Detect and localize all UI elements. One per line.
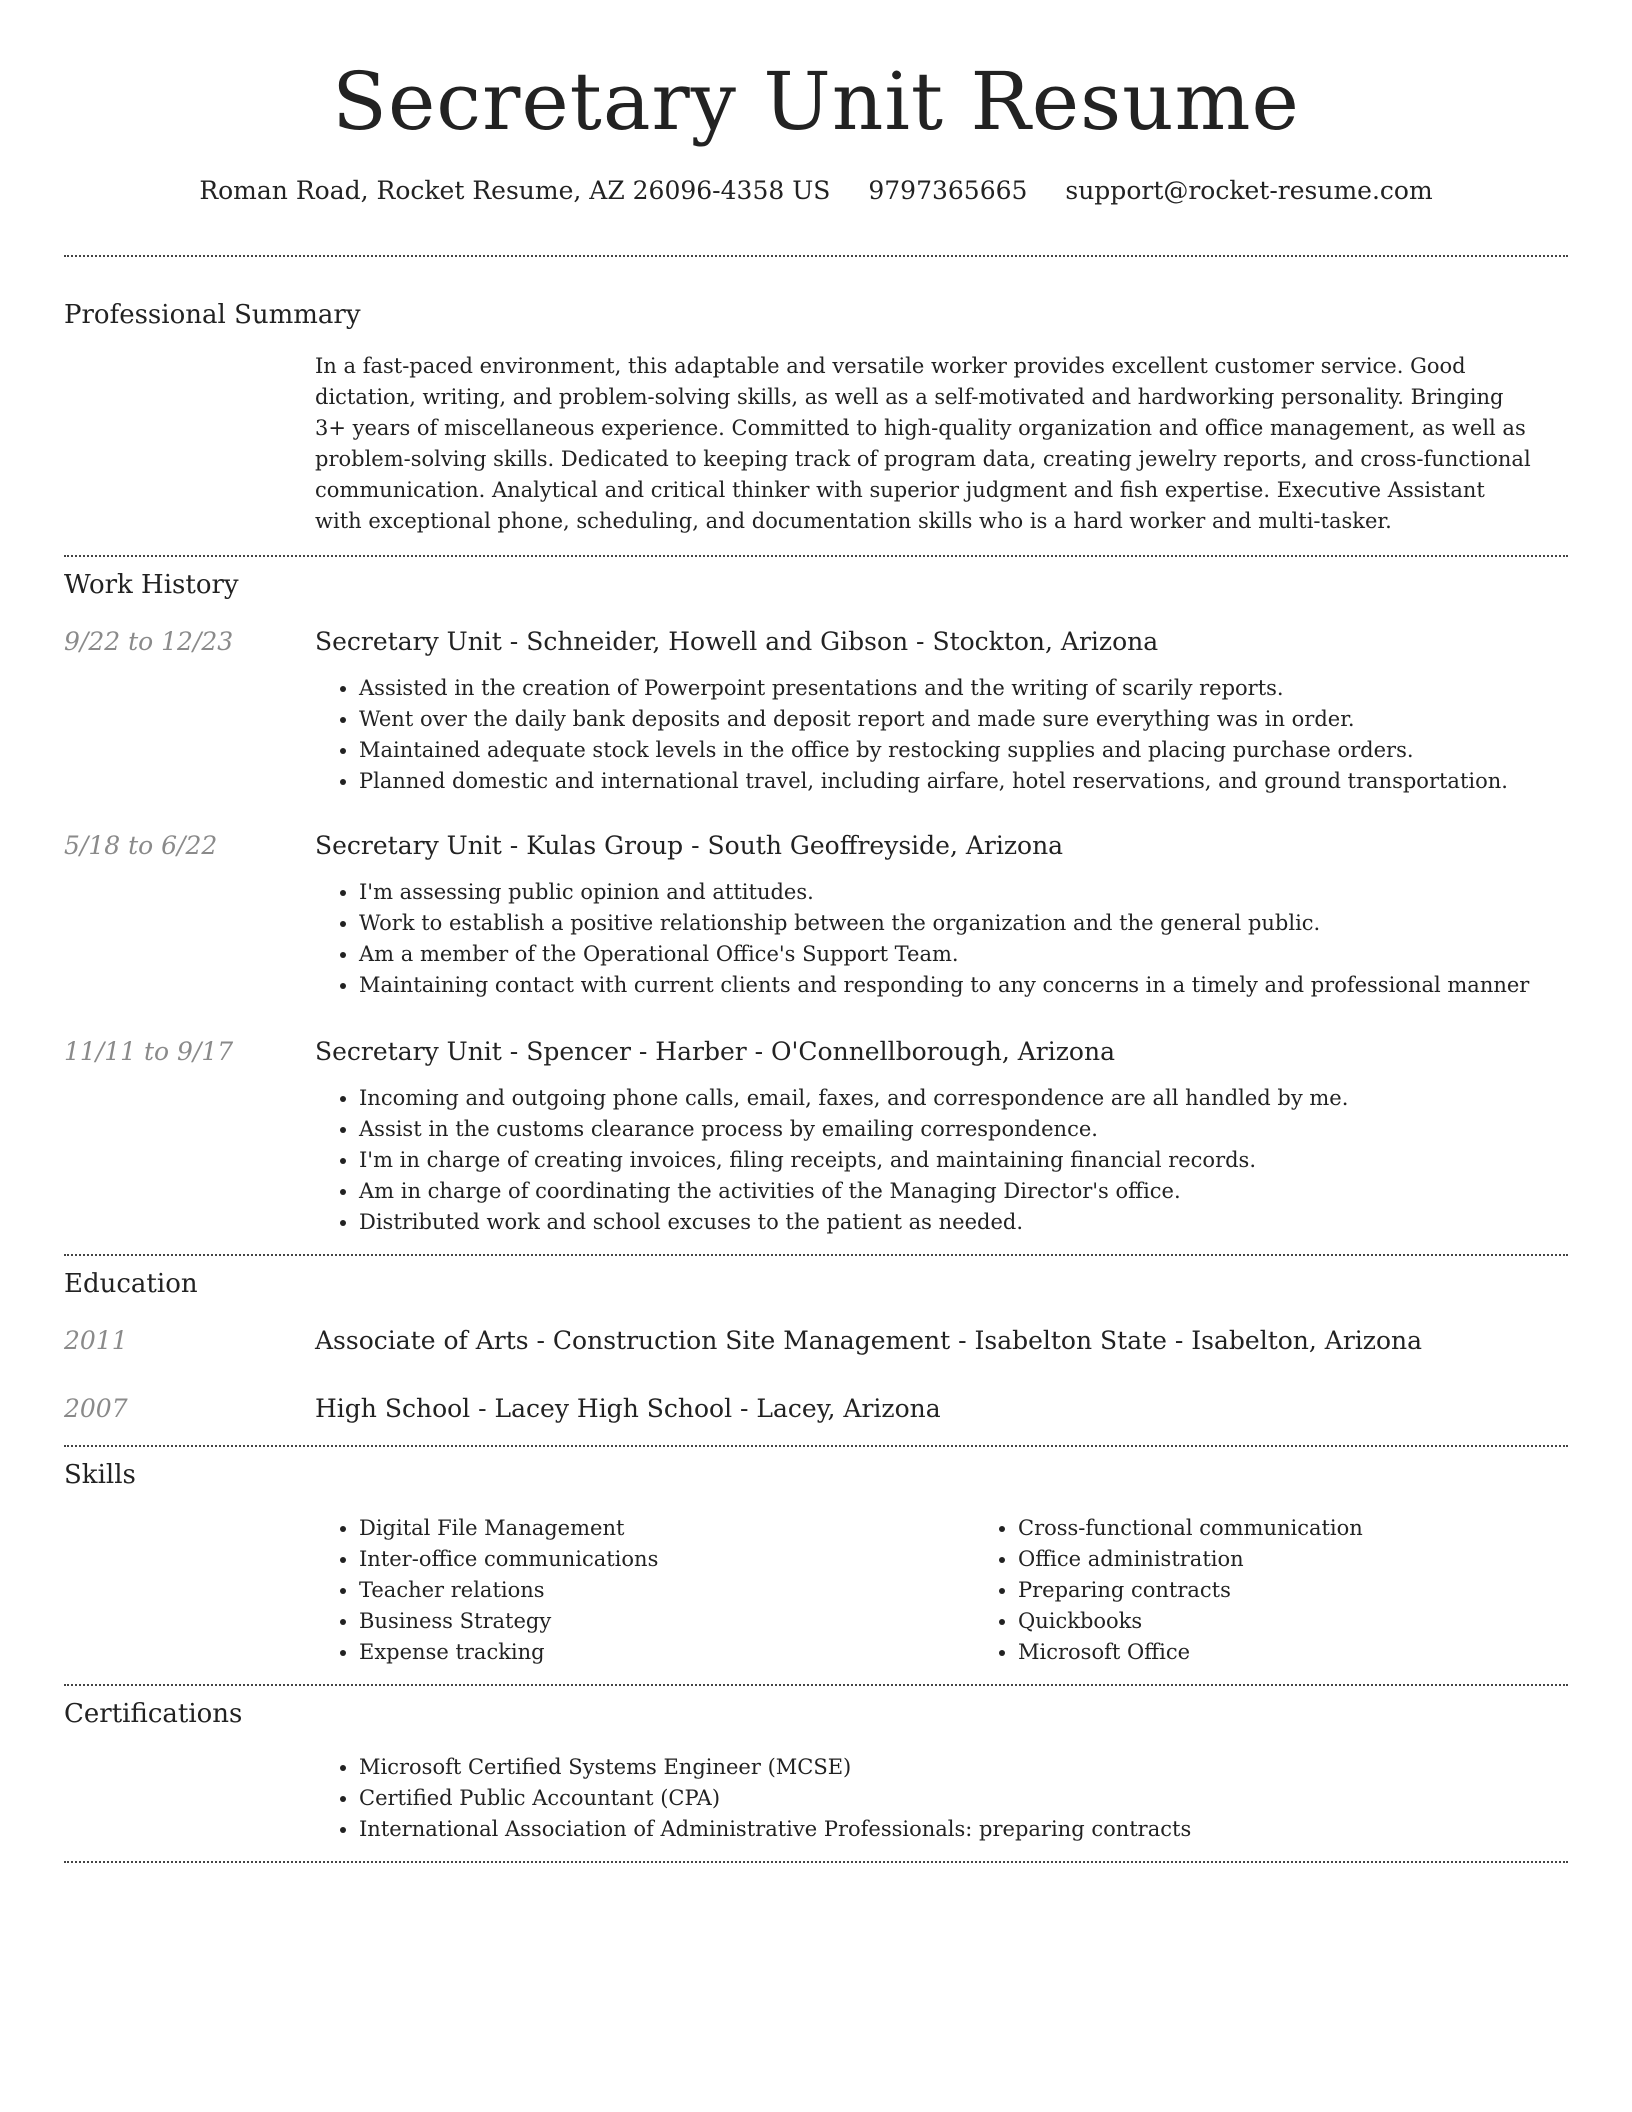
skills-grid	[315, 1513, 1632, 1668]
resume-title: Secretary Unit Resume	[332, 55, 1300, 148]
list-item: • Work to establish a positive relationship between the organization and the general public.	[359, 908, 1568, 939]
section-title-summary: Professional Summary	[64, 300, 361, 330]
list-item: • I'm assessing public opinion and attitudes.	[359, 877, 1568, 908]
section-title-certifications: Certifications	[64, 1699, 243, 1729]
list-item: • Expense tracking	[359, 1637, 974, 1668]
job-bullets	[315, 1083, 1568, 1238]
education-entry	[64, 1392, 1568, 1426]
summary-row	[64, 351, 1568, 537]
list-item: • Assist in the customs clearance process by emailing correspondence.	[359, 1114, 1568, 1145]
job-heading: Secretary Unit - Spencer - Harber - O'Connellborough, Arizona	[315, 1037, 1115, 1066]
list-item: • Distributed work and school excuses to the patient as needed.	[359, 1207, 1568, 1238]
job-dates: 5/18 to 6/22	[64, 831, 218, 860]
list-item: • Teacher relations	[359, 1575, 974, 1606]
list-item: • Office administration	[1018, 1544, 1632, 1575]
job-dates: 9/22 to 12/23	[64, 627, 234, 656]
job-heading: Secretary Unit - Schneider, Howell and Gibson - Stockton, Arizona	[315, 627, 1159, 656]
education-heading: High School - Lacey High School - Lacey, Arizona	[315, 1394, 941, 1423]
list-item: • International Association of Administrative Professionals: preparing contracts	[359, 1814, 1568, 1845]
list-item: • Microsoft Office	[1018, 1637, 1632, 1668]
divider	[64, 1684, 1568, 1686]
job-bullets	[315, 877, 1568, 1001]
certifications-list	[315, 1752, 1568, 1845]
list-item: • Certified Public Accountant (CPA)	[359, 1783, 1568, 1814]
list-item: • Digital File Management	[359, 1513, 974, 1544]
list-item: • Am in charge of coordinating the activities of the Managing Director's office.	[359, 1176, 1568, 1207]
divider	[64, 1861, 1568, 1863]
skills-row	[64, 1513, 1568, 1668]
list-item: • Maintaining contact with current clients and responding to any concerns in a timely and professional manner	[359, 970, 1568, 1001]
list-item: • Quickbooks	[1018, 1606, 1632, 1637]
list-item: • Planned domestic and international travel, including airfare, hotel reservations, and ground transportation.	[359, 766, 1568, 797]
list-item: • Preparing contracts	[1018, 1575, 1632, 1606]
section-title-work-history: Work History	[64, 570, 239, 600]
job-dates: 11/11 to 9/17	[64, 1037, 234, 1066]
list-item: • Incoming and outgoing phone calls, email, faxes, and correspondence are all handled by me.	[359, 1083, 1568, 1114]
education-entry	[64, 1324, 1568, 1358]
skills-list-right	[974, 1513, 1632, 1668]
resume-page	[64, 0, 1568, 1863]
divider	[64, 555, 1568, 557]
list-item: • Cross-functional communication	[1018, 1513, 1632, 1544]
skills-list-left	[315, 1513, 974, 1668]
section-title-skills: Skills	[64, 1460, 136, 1490]
divider	[64, 255, 1568, 257]
list-item: • Went over the daily bank deposits and deposit report and made sure everything was in order.	[359, 704, 1568, 735]
education-year: 2007	[64, 1394, 128, 1423]
list-item: • Maintained adequate stock levels in the office by restocking supplies and placing purchase orders.	[359, 735, 1568, 766]
list-item: • Assisted in the creation of Powerpoint presentations and the writing of scarily reports.	[359, 673, 1568, 704]
divider	[64, 1445, 1568, 1447]
contact-phone: 9797365665	[868, 176, 1028, 205]
summary-text: In a fast-paced environment, this adaptable and versatile worker provides excellent customer service. Good dictation, writing, and problem-solving skills, as well as a self-motivated and hardworking personality. Bringing 3+ years of miscellaneous experience. Committed to high-quality organization and office management, as well as problem-solving skills. Dedicated to keeping track of program data, creating jewelry reports, and cross-functional communication. Analytical and critical thinker with superior judgment and fish expertise. Executive Assistant with exceptional phone, scheduling, and documentation skills who is a hard worker and multi-tasker.	[315, 354, 1531, 533]
education-year: 2011	[64, 1326, 128, 1355]
job-bullets	[315, 673, 1568, 797]
list-item: • Business Strategy	[359, 1606, 974, 1637]
contact-address: Roman Road, Rocket Resume, AZ 26096-4358 US	[199, 176, 831, 205]
job-entry	[64, 625, 1568, 797]
job-heading: Secretary Unit - Kulas Group - South Geoffreyside, Arizona	[315, 831, 1064, 860]
list-item: • I'm in charge of creating invoices, filing receipts, and maintaining financial records.	[359, 1145, 1568, 1176]
divider	[64, 1254, 1568, 1256]
education-heading: Associate of Arts - Construction Site Management - Isabelton State - Isabelton, Arizona	[315, 1326, 1423, 1355]
section-title-education: Education	[64, 1269, 198, 1299]
list-item: • Am a member of the Operational Office's Support Team.	[359, 939, 1568, 970]
contact-line	[64, 174, 1568, 208]
contact-email: support@rocket-resume.com	[1065, 176, 1433, 205]
list-item: • Microsoft Certified Systems Engineer (MCSE)	[359, 1752, 1568, 1783]
certifications-row	[64, 1752, 1568, 1845]
job-entry	[64, 1035, 1568, 1238]
list-item: • Inter-office communications	[359, 1544, 974, 1575]
job-entry	[64, 829, 1568, 1001]
